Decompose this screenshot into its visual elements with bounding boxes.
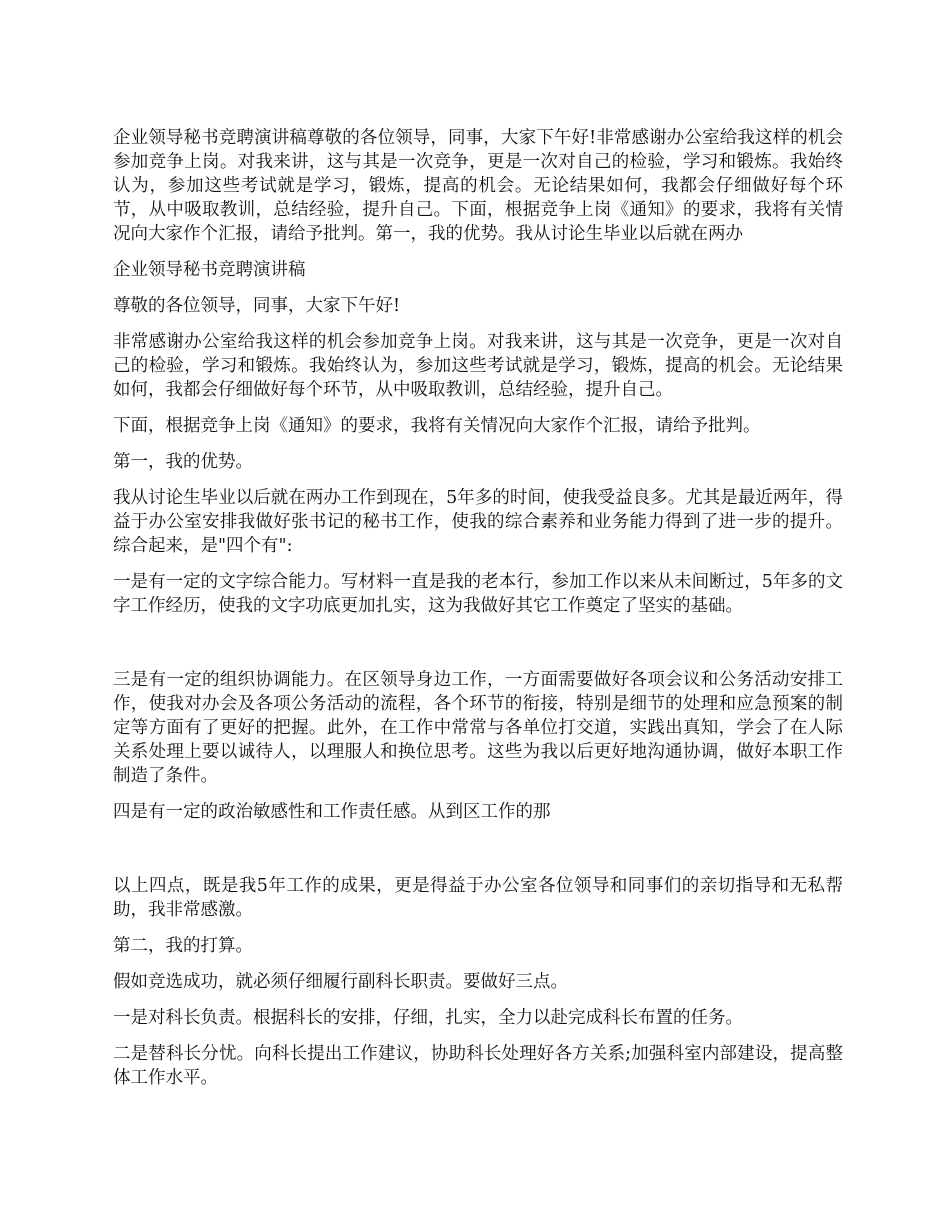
support-paragraph: 二是替科长分忧。向科长提出工作建议，协助科长处理好各方关系;加强科室内部建设，提高整体工作水平。 bbox=[113, 1044, 843, 1088]
intro-summary-paragraph: 企业领导秘书竞聘演讲稿尊敬的各位领导，同事，大家下午好!非常感谢办公室给我这样的机会参加竞争上岗。对我来讲，这与其是一次竞争，更是一次对自己的检验，学习和锻炼。我始终认为，参加这些考试就是学习，锻炼，提高的机会。无论结果如何，我都会仔细做好每个环节，从中吸取教训，总结经验，提升自己。下面，根据竞争上岗《通知》的要求，我将有关情况向大家作个汇报，请给予批判。第一，我的优势。我从讨论生毕业以后就在两办 bbox=[113, 128, 843, 244]
blank-gap bbox=[113, 836, 843, 874]
blank-gap bbox=[113, 630, 843, 668]
responsibility-paragraph: 一是对科长负责。根据科长的安排，仔细，扎实，全力以赴完成科长布置的任务。 bbox=[113, 1008, 743, 1028]
political-sensitivity-paragraph: 四是有一定的政治敏感性和工作责任感。从到区工作的那 bbox=[113, 802, 551, 822]
experience-paragraph: 我从讨论生毕业以后就在两办工作到现在，5年多的时间，使我受益良多。尤其是最近两年，得益于办公室安排我做好张书记的秘书工作，使我的综合素养和业务能力得到了进一步的提升。综合起来，是"四个有": bbox=[113, 488, 843, 556]
section-heading-plans: 第二，我的打算。 bbox=[113, 936, 253, 956]
writing-ability-paragraph: 一是有一定的文字综合能力。写材料一直是我的老本行，参加工作以来从未间断过，5年多的文字工作经历，使我的文字功底更加扎实，这为我做好其它工作奠定了坚实的基础。 bbox=[113, 572, 843, 616]
thanks-paragraph: 非常感谢办公室给我这样的机会参加竞争上岗。对我来讲，这与其是一次竞争，更是一次对自己的检验，学习和锻炼。我始终认为，参加这些考试就是学习，锻炼，提高的机会。无论结果如何，我都会仔细做好每个环节，从中吸取教训，总结经验，提升自己。 bbox=[113, 332, 843, 400]
duty-paragraph: 假如竞选成功，就必须仔细履行副科长职责。要做好三点。 bbox=[113, 972, 568, 992]
document-title: 企业领导秘书竞聘演讲稿 bbox=[113, 260, 306, 280]
document-page bbox=[113, 126, 843, 1102]
coordination-ability-paragraph: 三是有一定的组织协调能力。在区领导身边工作，一方面需要做好各项会议和公务活动安排工作，使我对办会及各项公务活动的流程，各个环节的衔接，特别是细节的处理和应急预案的制定等方面有了更好的把握。此外，在工作中常常与各单位打交道，实践出真知，学会了在人际关系处理上要以诚待人，以理服人和换位思考。这些为我以后更好地沟通协调，做好本职工作制造了条件。 bbox=[113, 670, 843, 786]
greeting-paragraph: 尊敬的各位领导，同事，大家下午好! bbox=[113, 296, 401, 316]
section-heading-advantages: 第一，我的优势。 bbox=[113, 452, 253, 472]
summary-paragraph: 以上四点，既是我5年工作的成果，更是得益于办公室各位领导和同事们的亲切指导和无私帮助，我非常感激。 bbox=[113, 876, 843, 920]
report-paragraph: 下面，根据竞争上岗《通知》的要求，我将有关情况向大家作个汇报，请给予批判。 bbox=[113, 416, 761, 436]
